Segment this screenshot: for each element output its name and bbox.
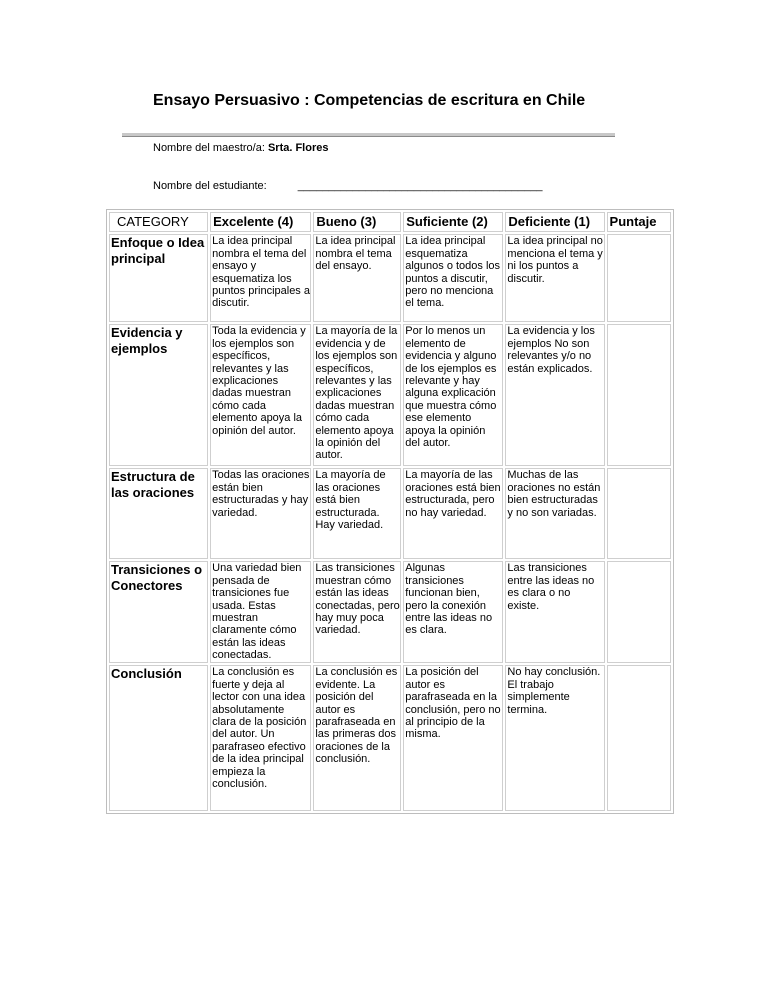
title-divider [122,133,615,137]
cell-deficiente: Muchas de las oraciones no están bien estructuradas y no son variadas. [505,468,604,559]
cell-suficiente: Algunas transiciones funcionan bien, pero la conexión entre las ideas no es clara. [403,561,503,663]
cell-deficiente: Las transiciones entre las ideas no es clara o no existe. [505,561,604,663]
teacher-name: Srta. Flores [267,142,329,154]
row-category: Enfoque o Idea principal [109,234,208,322]
document-title: Ensayo Persuasivo : Competencias de escritura en Chile [153,92,586,109]
table-row [109,665,671,811]
header-deficiente: Deficiente (1) [505,212,604,232]
rubric-table [106,209,674,814]
student-label: Nombre del estudiante: [153,180,267,192]
header-bueno: Bueno (3) [313,212,401,232]
cell-deficiente: La evidencia y los ejemplos No son relevantes y/o no están explicados. [505,324,604,466]
row-category: Conclusión [109,665,208,811]
row-category: Evidencia y ejemplos [109,324,208,466]
cell-excelente: La idea principal nombra el tema del ensayo y esquematiza los puntos principales a discutir. [210,234,311,322]
table-row [109,561,671,663]
table-row [109,468,671,559]
cell-deficiente: La idea principal no menciona el tema y ni los puntos a discutir. [505,234,604,322]
teacher-line [153,142,328,154]
cell-bueno: La conclusión es evidente. La posición del autor es parafraseada en las primeras dos oraciones de la conclusión. [313,665,401,811]
cell-puntaje [607,234,671,322]
cell-excelente: Toda la evidencia y los ejemplos son específicos, relevantes y las explicaciones dadas muestran cómo cada elemento apoya la opinión del autor. [210,324,311,466]
cell-suficiente: La idea principal esquematiza algunos o todos los puntos a discutir, pero no menciona el tema. [403,234,503,322]
header-puntaje: Puntaje [607,212,671,232]
header-category: CATEGORY [109,212,208,232]
cell-suficiente: La mayoría de las oraciones está bien estructurada, pero no hay variedad. [403,468,503,559]
cell-excelente: Una variedad bien pensada de transiciones fue usada. Estas muestran claramente cómo están las ideas conectadas. [210,561,311,663]
table-row [109,234,671,322]
cell-puntaje [607,468,671,559]
header-suficiente: Suficiente (2) [403,212,503,232]
cell-suficiente: Por lo menos un elemento de evidencia y alguno de los ejemplos es relevante y hay alguna explicación que muestra cómo ese elemento apoya la opinión del autor. [403,324,503,466]
cell-puntaje [607,561,671,663]
cell-bueno: La mayoría de la evidencia y de los ejemplos son específicos, relevantes y las explicaciones dadas muestran cómo cada elemento apoya la opinión del autor. [313,324,401,466]
cell-puntaje [607,324,671,466]
student-name-blank: ________________________________________ [297,180,543,192]
cell-bueno: La idea principal nombra el tema del ensayo. [313,234,401,322]
cell-excelente: Todas las oraciones están bien estructuradas y hay variedad. [210,468,311,559]
row-category: Transiciones o Conectores [109,561,208,663]
student-line [153,180,543,192]
cell-bueno: Las transiciones muestran cómo están las ideas conectadas, pero hay muy poca variedad. [313,561,401,663]
cell-puntaje [607,665,671,811]
cell-bueno: La mayoría de las oraciones está bien estructurada. Hay variedad. [313,468,401,559]
table-row [109,324,671,466]
cell-suficiente: La posición del autor es parafraseada en la conclusión, pero no al principio de la misma. [403,665,503,811]
cell-deficiente: No hay conclusión. El trabajo simplemente termina. [505,665,604,811]
teacher-label: Nombre del maestro/a: [153,142,265,154]
header-excelente: Excelente (4) [210,212,311,232]
row-category: Estructura de las oraciones [109,468,208,559]
header-row [109,212,671,232]
cell-excelente: La conclusión es fuerte y deja al lector con una idea absolutamente clara de la posición del autor. Un parafraseo efectivo de la idea principal empieza la conclusión. [210,665,311,811]
